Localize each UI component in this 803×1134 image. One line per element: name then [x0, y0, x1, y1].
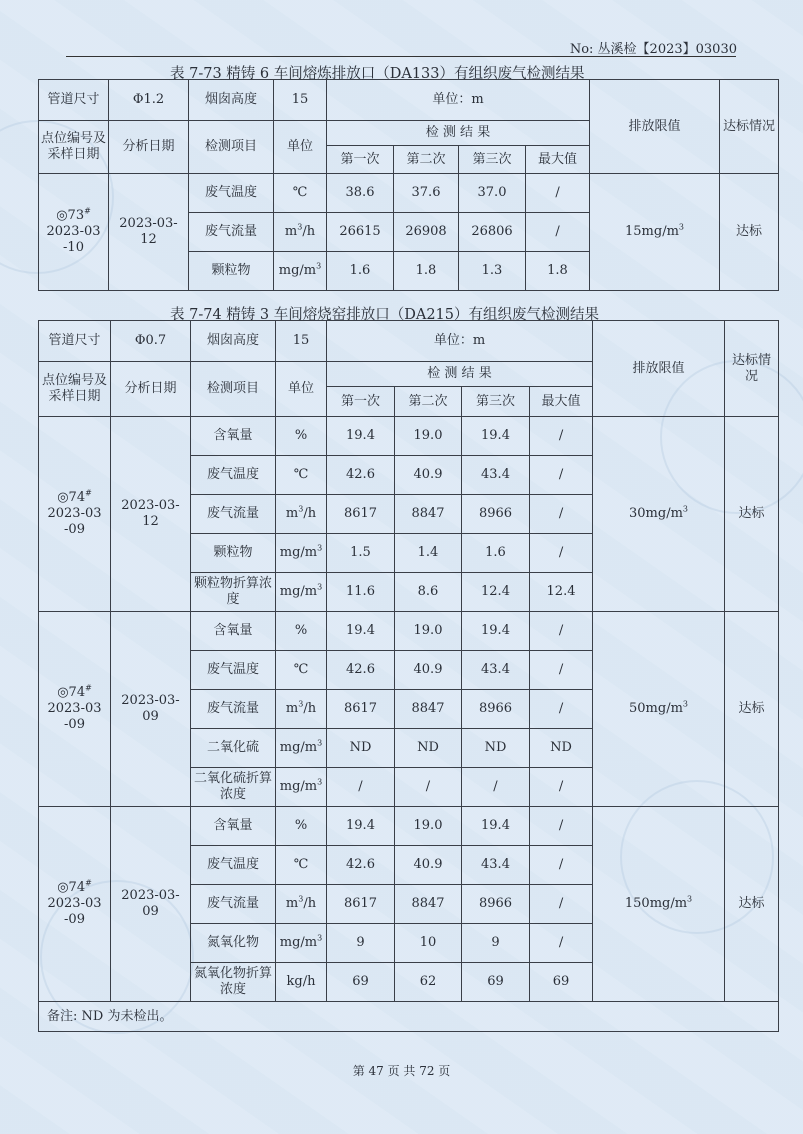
sampling-date-part: 2023-03	[47, 701, 102, 716]
unit-meter: 单位：m	[327, 321, 593, 362]
result-first: 42.6	[327, 456, 395, 495]
results-header: 检 测 结 果	[327, 362, 593, 387]
stack-height-value: 15	[276, 321, 327, 362]
item-cell: 废气温度	[191, 846, 276, 885]
unit-sup: 3	[297, 222, 303, 232]
result-second: 40.9	[395, 456, 462, 495]
status-cell: 达标	[725, 612, 779, 807]
result-second: 40.9	[395, 846, 462, 885]
unit-sup: 3	[298, 504, 304, 514]
pipe-size-header: 管道尺寸	[39, 80, 109, 121]
limit-cell	[593, 612, 725, 807]
unit-cell	[276, 885, 327, 924]
unit-cell	[274, 213, 327, 252]
unit-text: mg/m	[279, 545, 318, 560]
analysis-date-part: 12	[140, 232, 157, 247]
unit-text: ℃	[293, 662, 309, 677]
result-max: 1.8	[526, 252, 590, 291]
result-max: /	[530, 846, 593, 885]
item-header: 检测项目	[189, 121, 274, 174]
unit-cell	[276, 417, 327, 456]
unit-text: kg/h	[286, 974, 316, 989]
header-rule	[66, 56, 736, 57]
sampling-point-cell	[39, 807, 111, 1002]
result-first: 19.4	[327, 612, 395, 651]
result-third: 12.4	[462, 573, 530, 612]
result-first: 42.6	[327, 846, 395, 885]
result-third: 8966	[462, 885, 530, 924]
analysis-date-part: 2023-03-	[121, 888, 180, 903]
unit-cell	[276, 729, 327, 768]
unit-sup: 3	[317, 543, 323, 553]
unit-cell	[276, 456, 327, 495]
unit-text: ℃	[292, 185, 308, 200]
status-cell: 达标	[725, 417, 779, 612]
item-cell: 含氧量	[191, 612, 276, 651]
sampling-date-part: -09	[64, 912, 85, 927]
result-first: 11.6	[327, 573, 395, 612]
unit-cell	[276, 495, 327, 534]
unit-header: 单位	[274, 121, 327, 174]
limit-cell	[593, 417, 725, 612]
sampling-point-cell	[39, 417, 111, 612]
point-mark: #	[85, 878, 92, 888]
sampling-point-cell	[39, 612, 111, 807]
result-first: 9	[327, 924, 395, 963]
result-third: 26806	[459, 213, 526, 252]
unit-cell	[276, 690, 327, 729]
item-cell: 废气温度	[189, 174, 274, 213]
status-header: 达标情况	[720, 80, 779, 174]
unit-text: mg/m	[279, 740, 318, 755]
pipe-size-header: 管道尺寸	[39, 321, 111, 362]
analysis-date-header: 分析日期	[111, 362, 191, 417]
status-cell: 达标	[720, 174, 779, 291]
unit-cell	[276, 573, 327, 612]
limit-header: 排放限值	[590, 80, 720, 174]
limit-value: 15mg/m	[625, 224, 679, 239]
result-third: 69	[462, 963, 530, 1002]
sampling-point-cell	[39, 174, 109, 291]
sampling-date-part: 2023-03	[47, 896, 102, 911]
sampling-date-part: 2023-03	[47, 506, 102, 521]
unit-text: m	[285, 896, 299, 911]
analysis-date-cell	[109, 174, 189, 291]
unit-cell	[274, 174, 327, 213]
result-max: /	[530, 612, 593, 651]
point-header: 点位编号及采样日期	[39, 362, 111, 417]
result-second: 37.6	[394, 174, 459, 213]
result-third: 19.4	[462, 807, 530, 846]
unit-sup: 3	[317, 582, 323, 592]
result-third: 1.3	[459, 252, 526, 291]
unit-text: ℃	[293, 467, 309, 482]
result-third: /	[462, 768, 530, 807]
table-row	[39, 807, 779, 846]
result-second: 19.0	[395, 807, 462, 846]
item-cell: 废气流量	[191, 495, 276, 534]
result-max: /	[530, 807, 593, 846]
point-id: ◎74	[57, 685, 86, 700]
analysis-date-part: 2023-03-	[121, 693, 180, 708]
unit-text: ℃	[293, 857, 309, 872]
stack-height-header: 烟囱高度	[191, 321, 276, 362]
item-cell: 颗粒物折算浓度	[191, 573, 276, 612]
unit-cell	[276, 612, 327, 651]
result-third: 1.6	[462, 534, 530, 573]
unit-text: mg/m	[278, 263, 317, 278]
result-max: /	[526, 213, 590, 252]
result-second: 10	[395, 924, 462, 963]
point-mark: #	[85, 488, 92, 498]
second-header: 第二次	[394, 146, 459, 174]
result-third: 43.4	[462, 456, 530, 495]
analysis-date-part: 09	[142, 904, 159, 919]
page-footer: 第 47 页 共 72 页	[352, 1064, 451, 1078]
limit-sup: 3	[678, 222, 685, 232]
result-max: /	[530, 651, 593, 690]
result-max: /	[530, 417, 593, 456]
result-max: /	[530, 495, 593, 534]
limit-value: 150mg/m	[624, 896, 688, 911]
result-second: 40.9	[395, 651, 462, 690]
unit-text: %	[294, 623, 308, 638]
result-max: 12.4	[530, 573, 593, 612]
result-first: 69	[327, 963, 395, 1002]
table-row	[39, 417, 779, 456]
unit-sup: 3	[298, 894, 304, 904]
result-second: 1.4	[395, 534, 462, 573]
unit-sup: 3	[317, 933, 323, 943]
third-header: 第三次	[459, 146, 526, 174]
emission-table-1	[38, 79, 779, 291]
limit-value: 50mg/m	[629, 701, 683, 716]
stack-height-value: 15	[274, 80, 327, 121]
analysis-date-cell	[111, 807, 191, 1002]
emission-table-2	[38, 320, 779, 1032]
unit-sup: 3	[316, 261, 322, 271]
unit-sup: 3	[298, 699, 304, 709]
result-second: ND	[395, 729, 462, 768]
result-first: 8617	[327, 885, 395, 924]
unit-cell	[276, 846, 327, 885]
status-header: 达标情况	[725, 321, 779, 417]
item-cell: 二氧化硫	[191, 729, 276, 768]
result-second: 8847	[395, 885, 462, 924]
result-first: 19.4	[327, 807, 395, 846]
unit-text: m	[284, 224, 298, 239]
result-second: 8.6	[395, 573, 462, 612]
limit-sup: 3	[682, 504, 689, 514]
unit-sup: 3	[317, 777, 323, 787]
unit-sup: 3	[317, 738, 323, 748]
result-max: /	[530, 690, 593, 729]
pipe-size-value: Φ0.7	[111, 321, 191, 362]
unit-tail: /h	[303, 506, 317, 521]
result-first: 42.6	[327, 651, 395, 690]
unit-cell	[276, 534, 327, 573]
result-third: 9	[462, 924, 530, 963]
item-cell: 含氧量	[191, 807, 276, 846]
item-cell: 废气温度	[191, 456, 276, 495]
point-id: ◎74	[57, 880, 86, 895]
point-id: ◎74	[57, 490, 86, 505]
result-max: /	[526, 174, 590, 213]
sampling-date-part: 2023-03	[46, 224, 101, 239]
limit-cell	[590, 174, 720, 291]
result-second: 19.0	[395, 612, 462, 651]
first-header: 第一次	[327, 387, 395, 417]
unit-tail: /h	[303, 896, 317, 911]
unit-cell	[274, 252, 327, 291]
limit-sup: 3	[687, 894, 693, 904]
table-caption: 表 7-73 精铸 6 车间熔炼排放口（DA133）有组织废气检测结果	[170, 66, 585, 82]
unit-meter: 单位：m	[327, 80, 590, 121]
unit-text: m	[285, 701, 299, 716]
limit-value: 30mg/m	[629, 506, 683, 521]
result-second: 8847	[395, 690, 462, 729]
unit-header: 单位	[276, 362, 327, 417]
result-first: 38.6	[327, 174, 394, 213]
result-third: 19.4	[462, 417, 530, 456]
item-cell: 废气温度	[191, 651, 276, 690]
unit-text: mg/m	[279, 935, 318, 950]
analysis-date-cell	[111, 612, 191, 807]
result-third: 19.4	[462, 612, 530, 651]
item-cell: 废气流量	[191, 885, 276, 924]
point-header: 点位编号及采样日期	[39, 121, 109, 174]
result-first: /	[327, 768, 395, 807]
sampling-date-part: -09	[64, 717, 85, 732]
item-header: 检测项目	[191, 362, 276, 417]
result-max: /	[530, 534, 593, 573]
item-cell: 废气流量	[191, 690, 276, 729]
pipe-size-value: Φ1.2	[109, 80, 189, 121]
limit-sup: 3	[682, 699, 689, 709]
remark: 备注: ND 为未检出。	[39, 1002, 779, 1032]
sampling-date-part: -09	[64, 522, 85, 537]
result-max: 69	[530, 963, 593, 1002]
item-cell: 颗粒物	[191, 534, 276, 573]
result-first: 8617	[327, 495, 395, 534]
item-cell: 颗粒物	[189, 252, 274, 291]
document-number: No: 丛溪检【2023】03030	[569, 42, 737, 57]
result-max: /	[530, 924, 593, 963]
result-third: 43.4	[462, 846, 530, 885]
result-first: ND	[327, 729, 395, 768]
item-cell: 氮氧化物折算浓度	[191, 963, 276, 1002]
item-cell: 二氧化硫折算浓度	[191, 768, 276, 807]
sampling-date-part: -10	[63, 240, 84, 255]
item-cell: 含氧量	[191, 417, 276, 456]
result-second: 26908	[394, 213, 459, 252]
result-third: 43.4	[462, 651, 530, 690]
analysis-date-cell	[111, 417, 191, 612]
unit-cell	[276, 924, 327, 963]
result-third: 8966	[462, 495, 530, 534]
analysis-date-part: 2023-03-	[119, 216, 178, 231]
item-cell: 废气流量	[189, 213, 274, 252]
result-second: 62	[395, 963, 462, 1002]
unit-cell	[276, 963, 327, 1002]
unit-text: m	[285, 506, 299, 521]
stack-height-header: 烟囱高度	[189, 80, 274, 121]
limit-cell	[593, 807, 725, 1002]
point-id: ◎73	[56, 208, 85, 223]
unit-text: %	[294, 818, 308, 833]
result-second: 8847	[395, 495, 462, 534]
result-second: 1.8	[394, 252, 459, 291]
unit-text: mg/m	[279, 779, 318, 794]
analysis-date-header: 分析日期	[109, 121, 189, 174]
third-header: 第三次	[462, 387, 530, 417]
analysis-date-part: 2023-03-	[121, 498, 180, 513]
result-second: 19.0	[395, 417, 462, 456]
max-header: 最大值	[530, 387, 593, 417]
result-third: 37.0	[459, 174, 526, 213]
analysis-date-part: 09	[142, 709, 159, 724]
result-max: /	[530, 885, 593, 924]
table-row	[39, 174, 779, 213]
first-header: 第一次	[327, 146, 394, 174]
result-max: /	[530, 768, 593, 807]
result-first: 26615	[327, 213, 394, 252]
unit-tail: /h	[303, 701, 317, 716]
result-third: ND	[462, 729, 530, 768]
result-max: ND	[530, 729, 593, 768]
unit-cell	[276, 651, 327, 690]
analysis-date-part: 12	[142, 514, 159, 529]
result-third: 8966	[462, 690, 530, 729]
table-row	[39, 612, 779, 651]
result-first: 1.6	[327, 252, 394, 291]
point-mark: #	[84, 206, 91, 216]
unit-text: mg/m	[279, 584, 318, 599]
unit-cell	[276, 807, 327, 846]
results-header: 检 测 结 果	[327, 121, 590, 146]
limit-header: 排放限值	[593, 321, 725, 417]
max-header: 最大值	[526, 146, 590, 174]
unit-text: %	[294, 428, 308, 443]
status-cell: 达标	[725, 807, 779, 1002]
table-caption: 表 7-74 精铸 3 车间熔烧窑排放口（DA215）有组织废气检测结果	[170, 307, 600, 323]
unit-cell	[276, 768, 327, 807]
result-max: /	[530, 456, 593, 495]
result-second: /	[395, 768, 462, 807]
second-header: 第二次	[395, 387, 462, 417]
result-first: 19.4	[327, 417, 395, 456]
result-first: 8617	[327, 690, 395, 729]
result-first: 1.5	[327, 534, 395, 573]
unit-tail: /h	[302, 224, 316, 239]
item-cell: 氮氧化物	[191, 924, 276, 963]
point-mark: #	[85, 683, 92, 693]
